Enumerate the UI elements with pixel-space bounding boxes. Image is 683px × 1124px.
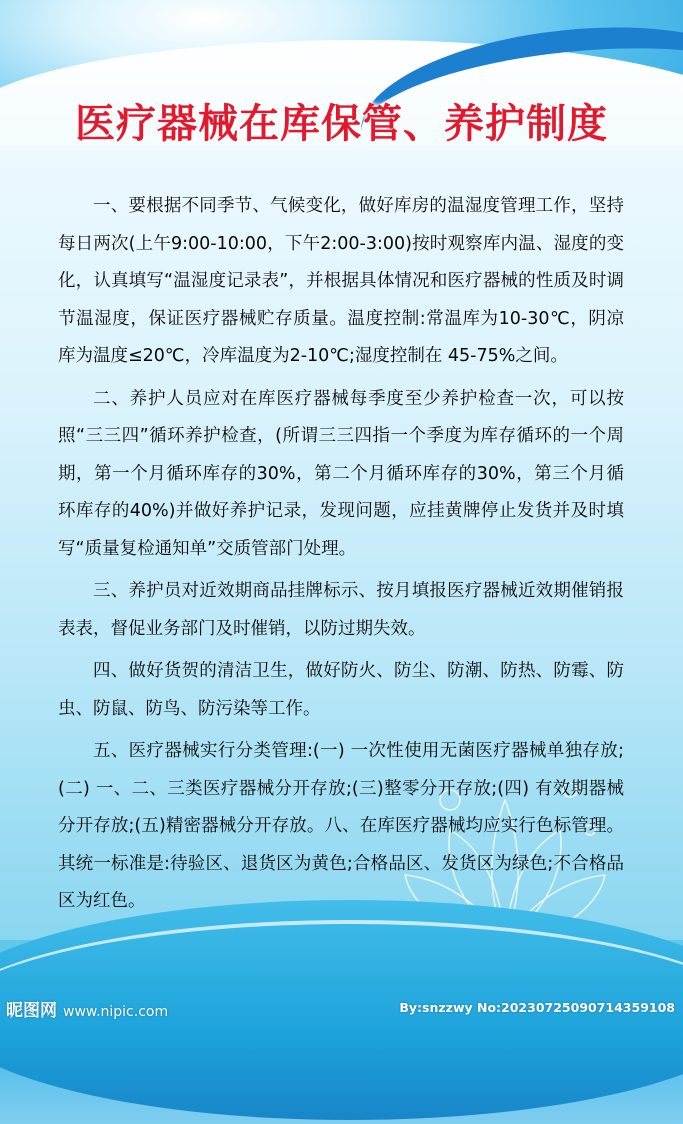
watermark-brand: [6, 996, 168, 1021]
paragraph-5: 五、医疗器械实行分类管理:(一) 一次性使用无菌医疗器械单独存放;(二) 一、二、三类医疗器械分开存放;(三)整零分开存放;(四) 有效期器械分开存放;(五)精密器械分开存放。八、在库医疗器械均应实行色标管理。其统一标准是:待验区、退货区为黄色;合格品区、发货区为绿色;不合格品区为红色。: [58, 741, 624, 911]
paragraph-4: 四、做好货贺的清洁卫生，做好防火、防尘、防潮、防热、防霉、防虫、防鼠、防鸟、防污染等工作。: [58, 661, 624, 719]
paragraph-2: 二、养护人员应对在库医疗器械每季度至少养护检查一次，可以按照“三三四”循环养护检查，(所谓三三四指一个季度为库存循环的一个周期，第一个月循环库存的30%，第二个月循环库存的30%，第三个月循环库存的40%)并做好养护记录，发现问题，应挂黄牌停止发货并及时填写“质量复检通知单”交质管部门处理。: [58, 388, 624, 559]
paragraph-3: 三、养护员对近效期商品挂牌标示、按月填报医疗器械近效期催销报表表，督促业务部门及时催销，以防过期失效。: [58, 581, 624, 639]
watermark-brand-name: 昵图网: [6, 1001, 57, 1021]
regulation-body: [58, 188, 624, 926]
paragraph-1: 一、要根据不同季节、气候变化，做好库房的温湿度管理工作，坚持每日两次(上午9:00-10:00，下午2:00-3:00)按时观察库内温、湿度的变化，认真填写“温湿度记录表”，并根据具体情况和医疗器械的性质及时调节温湿度，保证医疗器械贮存质量。温度控制:常温库为10-30℃，阴凉库为温度≤20℃，冷库温度为2-10℃;湿度控制在 45-75%之间。: [58, 196, 624, 366]
watermark-credit: By:snzzwy No:20230725090714359108: [399, 1000, 675, 1015]
bottom-wave-highlight: [0, 920, 683, 1124]
page-title: 医疗器械在库保管、养护制度: [75, 101, 608, 147]
watermark-site: www.nipic.com: [63, 1004, 169, 1020]
